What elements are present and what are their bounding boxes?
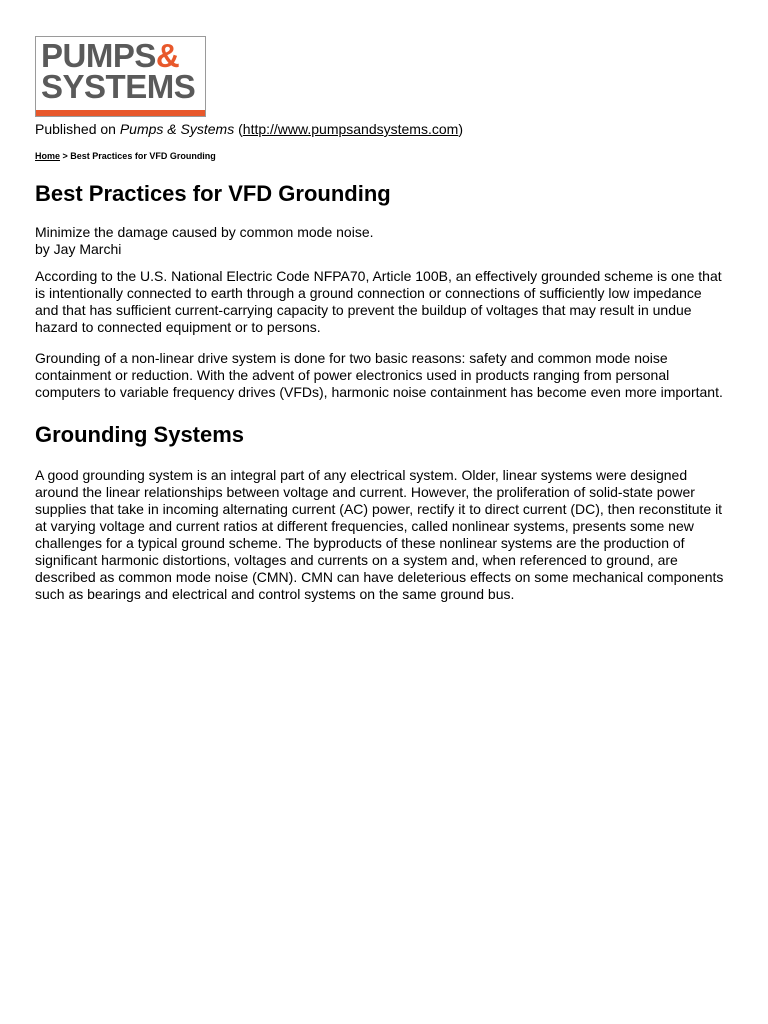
logo-ampersand: & — [155, 37, 180, 74]
published-close-paren: ) — [458, 121, 463, 137]
published-open-paren: ( — [234, 121, 243, 137]
paragraph-3: A good grounding system is an integral part of any electrical system. Older, linear systems were designed around the linear relationships between voltage and current. However, the proliferation of solid-state power supplies that take in incoming alternating current (AC) power, rectify it to direct current (DC), then reconstitute it at varying voltage and current ratios at different frequencies, called nonlinear systems, presents some new challenges for a typical ground scheme. The byproducts of these nonlinear systems are the production of significant harmonic distortions, voltages and currents on a system and, when referenced to ground, are described as common mode noise (CMN). CMN can have deleterious effects on some mechanical components such as bearings and electrical and control systems on the same ground bus. — [35, 467, 724, 602]
pumps-systems-logo[interactable] — [35, 36, 206, 117]
published-on-line — [35, 121, 725, 138]
article-deck: Minimize the damage caused by common mode noise. — [35, 224, 374, 240]
article-byline: by Jay Marchi — [35, 240, 122, 257]
article-page — [35, 36, 725, 603]
published-prefix: Published on — [35, 121, 120, 137]
breadcrumb-separator: > — [60, 151, 71, 161]
published-site-link[interactable]: http://www.pumpsandsystems.com — [242, 121, 459, 137]
logo-line-2: SYSTEMS — [41, 68, 196, 105]
logo-word-pumps: PUMPS — [41, 37, 156, 74]
section-heading-grounding-systems: Grounding Systems — [35, 422, 245, 447]
article-title: Best Practices for VFD Grounding — [35, 181, 391, 206]
published-site-name: Pumps & Systems — [119, 121, 235, 137]
paragraph-2: Grounding of a non-linear drive system is done for two basic reasons: safety and common mode noise containment or reduction. With the advent of power electronics used in products ranging from personal computers to variable frequency drives (VFDs), harmonic noise containment has become even more important. — [35, 350, 723, 400]
paragraph-1: According to the U.S. National Electric Code NFPA70, Article 100B, an effectively grounded scheme is one that is intentionally connected to earth through a ground connection or connections of sufficiently low impedance and that has sufficient current-carrying capacity to prevent the buildup of voltages that may result in undue hazard to connected equipment or to persons. — [35, 268, 722, 335]
logo-accent-bar — [36, 110, 205, 116]
article-deck-block — [35, 224, 725, 257]
breadcrumb-home-link[interactable]: Home — [35, 151, 61, 161]
breadcrumb-current: Best Practices for VFD Grounding — [70, 151, 216, 161]
breadcrumb — [35, 151, 725, 162]
